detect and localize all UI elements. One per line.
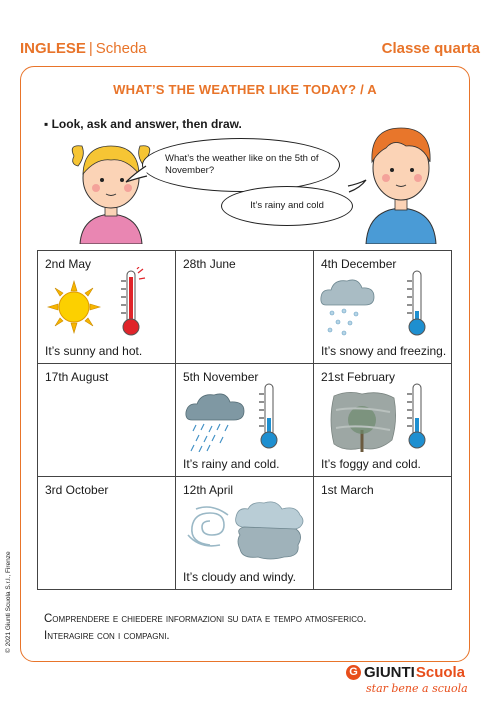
snow-cloud-icon: [318, 275, 378, 339]
thermometer-hot-icon: [118, 267, 148, 339]
question-bubble: [142, 138, 340, 192]
cell-date: 5th November: [183, 370, 259, 384]
answer-bubble: [221, 186, 353, 226]
objective-line: Interagire con i compagni.: [44, 630, 170, 642]
logo-brand-suffix: Scuola: [415, 664, 466, 681]
question-text: What’s the weather like on the 5th of November?: [165, 153, 319, 176]
table-cell: [176, 364, 314, 477]
cell-date: 28th June: [183, 257, 236, 271]
table-row: [38, 364, 452, 477]
learning-objectives: [44, 611, 366, 645]
table-cell: [38, 364, 176, 477]
logo-tagline: star bene a scuola: [366, 682, 468, 695]
copyright-text: © 2021 Giunti Scuola S.r.l., Firenze: [5, 551, 12, 653]
instruction-text: ▪ Look, ask and answer, then draw.: [44, 117, 242, 131]
fog-icon: [328, 390, 398, 454]
cell-caption: It’s snowy and freezing.: [321, 344, 447, 358]
table-row: [38, 251, 452, 364]
answer-bubble-tail: [346, 178, 368, 196]
cell-date: 1st March: [321, 483, 374, 497]
table-cell: [176, 477, 314, 590]
cell-caption: It’s cloudy and windy.: [183, 570, 296, 584]
header-subject: [20, 40, 147, 57]
table-cell: [314, 251, 452, 364]
wind-icon: [186, 505, 234, 551]
sun-icon: [46, 279, 102, 335]
objective-line: Comprendere e chiedere informazioni su data e tempo atmosferico.: [44, 613, 367, 625]
cell-date: 3rd October: [45, 483, 109, 497]
header-separator: |: [88, 40, 93, 57]
thermometer-cold-icon: [404, 380, 434, 452]
question-bubble-tail: [124, 164, 148, 184]
publisher-logo: [346, 664, 468, 695]
logo-brand: GIUNTI: [364, 664, 415, 681]
thermometer-freezing-icon: [404, 267, 434, 339]
worksheet-title: WHAT’S THE WEATHER LIKE TODAY? / A: [113, 82, 377, 97]
table-row: [38, 477, 452, 590]
grade-label: Classe quarta: [381, 40, 480, 57]
cell-date: 21st February: [321, 370, 396, 384]
cell-caption: It’s rainy and cold.: [183, 457, 280, 471]
weather-table: [37, 250, 452, 590]
answer-text: It’s rainy and cold: [250, 200, 324, 211]
cell-caption: It’s foggy and cold.: [321, 457, 421, 471]
table-cell: [38, 251, 176, 364]
thermometer-cold-icon: [256, 380, 286, 452]
subject-label: INGLESE: [20, 40, 86, 57]
cloud-icon: [234, 501, 306, 561]
cell-date: 17th August: [45, 370, 109, 384]
rain-cloud-icon: [184, 390, 248, 452]
table-cell: [314, 364, 452, 477]
table-cell: [38, 477, 176, 590]
cell-date: 12th April: [183, 483, 234, 497]
boy-illustration: [356, 122, 446, 244]
table-cell: [176, 251, 314, 364]
cell-date: 4th December: [321, 257, 397, 271]
logo-g-icon: G: [346, 665, 361, 680]
cell-date: 2nd May: [45, 257, 92, 271]
table-cell: [314, 477, 452, 590]
cell-caption: It’s sunny and hot.: [45, 344, 143, 358]
doc-type-label: Scheda: [95, 40, 147, 57]
